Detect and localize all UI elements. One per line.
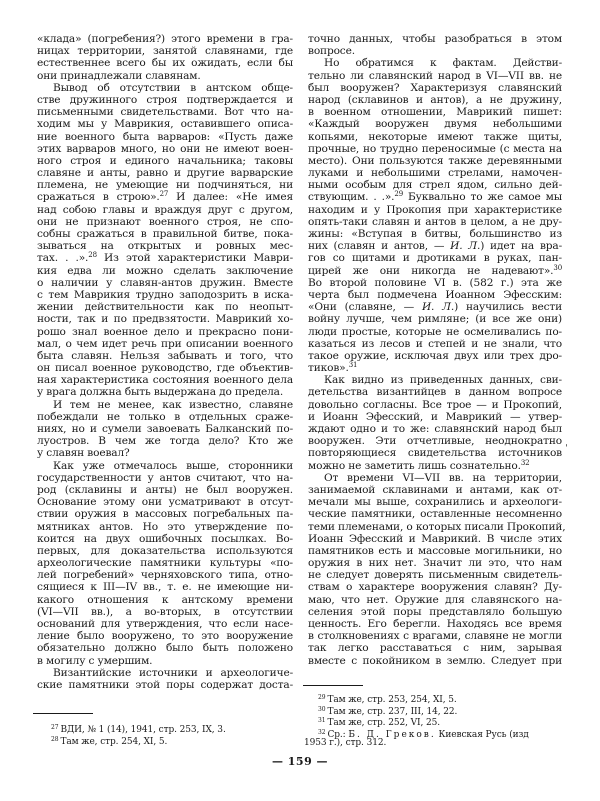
text-line: в военном отношении, Маврикий пишет: bbox=[308, 106, 562, 119]
text-line: зываться на открытых и ровных мес- bbox=[37, 240, 293, 253]
text-line: памятников есть и массовые могильники, но bbox=[308, 544, 562, 557]
text-line: теми племенами, о которых писали Прокопий, bbox=[308, 520, 566, 533]
text-line: этих варваров много, но они не имеют воен- bbox=[37, 142, 293, 155]
author-initials: И. Л. bbox=[421, 301, 455, 314]
text-fragment: ) идет на вра- bbox=[480, 240, 562, 253]
text-fragment: цирей же они никогда не надевают». bbox=[308, 264, 554, 277]
text-line bbox=[37, 191, 293, 203]
text-line: в могилу с умершим. bbox=[37, 654, 153, 667]
text-fragment: них (славян и антов, — bbox=[308, 240, 451, 253]
footnote-ref-31[interactable]: 31 bbox=[348, 361, 358, 370]
text-line: ческие памятники, оставленные несомненно bbox=[308, 508, 562, 521]
text-line: сящиеся к III—IV вв., т. е. не имеющие ни- bbox=[37, 581, 293, 594]
text-line: луками и небольшими стрелами, намочен- bbox=[308, 167, 562, 180]
text-fragment: можно не заметить лишь сознательно. bbox=[308, 459, 521, 472]
left-column bbox=[37, 33, 293, 691]
text-line: Иоанн Эфесский и Маврикий. В числе этих bbox=[308, 532, 562, 545]
text-line: И тем не менее, как известно, славяне bbox=[53, 398, 293, 411]
text-fragment: тах. . .». bbox=[37, 252, 89, 265]
text-line: народ (склавинов и антов), а не дружину, bbox=[308, 93, 562, 106]
text-line: «Каждый вооружен двумя небольшими bbox=[308, 118, 562, 131]
text-line: маю, что нет. Оружие для славянского на- bbox=[308, 593, 562, 606]
text-line bbox=[308, 265, 562, 277]
text-line: жины: «Вступая в битвы, большинство из bbox=[308, 228, 562, 240]
text-line: Византийские источники и археологиче- bbox=[53, 666, 293, 679]
footnote-29: $^{29}$ Там же, стр. 253, 254, XI, 5. bbox=[318, 694, 457, 705]
text-line: быта славян. Нельзя забывать и того, что bbox=[37, 349, 293, 362]
footnotes-left bbox=[37, 722, 226, 745]
text-line: так легко расставаться с ним, зарывая bbox=[308, 642, 562, 655]
text-line: письменными свидетельствами. Вот что на- bbox=[37, 106, 293, 119]
footnote-rule-left bbox=[33, 713, 93, 714]
text-line: ности, так и по предвзятости. Маврикий хо- bbox=[37, 313, 293, 326]
text-line: стве дружинного строя подтверждается и bbox=[37, 93, 293, 106]
text-fragment: сражаться в строю». bbox=[37, 191, 160, 204]
text-line: люди простые, которые не осмеливались по- bbox=[308, 325, 562, 338]
text-line bbox=[308, 460, 562, 472]
text-line: государственности у антов считают, что на- bbox=[37, 471, 293, 484]
footnote-ref-29[interactable]: 29 bbox=[394, 190, 403, 199]
text-line: славяне и анты, равно и другие варварские bbox=[37, 167, 293, 180]
text-line: оружия в них нет. Значит ли это, что нам bbox=[308, 557, 562, 570]
text-line: род (склавины и анты) не был вооружен. bbox=[37, 483, 293, 496]
text-line: лей погребений» черняховского типа, отно- bbox=[37, 569, 293, 582]
text-line: с тем Маврикия трудно заподозрить в иска- bbox=[37, 288, 293, 301]
footnote-rule-right bbox=[303, 685, 363, 686]
text-line: коится на двух ошибочных посылках. Во- bbox=[37, 532, 293, 545]
footnote-31: $^{31}$ Там же, стр. 252, VI, 25. bbox=[318, 717, 440, 728]
text-line: точно данных, чтобы разобраться в этом bbox=[308, 33, 562, 45]
text-fragment: Из этой характеристики Маври- bbox=[96, 252, 293, 265]
text-line: у славян воевал? bbox=[37, 447, 130, 460]
text-line: какого отношения к антскому времени bbox=[37, 593, 293, 606]
text-line: Основание этому они усматривают в отсут- bbox=[37, 496, 293, 509]
footnote-ref-28[interactable]: 28 bbox=[88, 251, 97, 260]
text-line: находим и у Прокопия при характеристике bbox=[308, 203, 562, 216]
text-line: Во второй половине VI в. (582 г.) эта же bbox=[308, 276, 562, 289]
page-number: — 159 — bbox=[271, 755, 329, 768]
text-line: ходим мы у Маврикия, оставившего описа- bbox=[37, 118, 293, 131]
author-initials: И. Л. bbox=[450, 240, 481, 253]
text-line: довольно согласны. Все трое — и Прокопий, bbox=[308, 398, 562, 411]
text-line: ниях, но и сумели завоевать Балканский по- bbox=[37, 423, 293, 435]
text-line: естественнее всего бы их ожидать, если бы bbox=[37, 57, 293, 70]
text-line: ная характеристика состояния военного дела bbox=[37, 374, 293, 387]
footnote-ref-32[interactable]: 32 bbox=[520, 458, 530, 467]
text-line: тельно ли славянский народ в VI—VII вв. не bbox=[308, 69, 562, 82]
text-line: (VI—VII вв.), а во-вторых, в отсутствии bbox=[37, 605, 293, 618]
text-line: собны сражаться в правильной битве, пока- bbox=[37, 228, 293, 240]
text-line: о наличии у славян-антов дружин. Вместе bbox=[37, 276, 293, 289]
text-line: ценность. Его берегли. Находясь все время bbox=[308, 618, 562, 630]
text-line: черта был подмечена Иоанном Эфесским: bbox=[308, 288, 562, 301]
footnote-32-continued: 1953 г.), стр. 312. bbox=[304, 738, 387, 748]
text-line: От времени VI—VII вв. на территории, bbox=[324, 471, 562, 484]
footnote-32: $^{32}$ Ср.: Б. Д. Греков. Киевская Русь (изд bbox=[318, 728, 529, 740]
text-line: был вооружен? Характеризуя славянский bbox=[308, 81, 562, 94]
text-fragment: тиков». bbox=[308, 362, 349, 375]
text-fragment: Буквально то же самое мы bbox=[403, 191, 562, 204]
text-line: луостров. В чем же тогда дело? Кто же bbox=[37, 435, 293, 448]
text-line: Но обратимся к фактам. Действи- bbox=[324, 57, 562, 70]
text-line bbox=[308, 240, 562, 252]
text-fragment: И далее: «Не имея bbox=[168, 191, 293, 204]
text-line: прочные, но трудно переносимые (с места на bbox=[308, 142, 562, 155]
text-line: вопросе. bbox=[308, 45, 355, 58]
text-line: он писал военное руководство, где объектив- bbox=[37, 362, 293, 375]
text-line: место). Они пользуются также деревянными bbox=[308, 154, 562, 167]
text-line: селения этой поры представляло большую bbox=[308, 605, 562, 618]
footnote-ref-30[interactable]: 30 bbox=[553, 263, 562, 272]
footnote-ref-27[interactable]: 27 bbox=[159, 190, 169, 199]
text-line: побеждали не только в отдельных сраже- bbox=[37, 410, 293, 423]
text-line: ного строя и единого начальника; таковы bbox=[37, 154, 293, 167]
text-line: оснований для утверждения, что если насе- bbox=[37, 618, 293, 630]
text-line: ление было вооружено, то это вооружение bbox=[37, 630, 293, 643]
text-line: жении действительности как по неопыт- bbox=[37, 301, 293, 314]
text-line: ствии оружия в массовых погребальных па- bbox=[37, 508, 293, 521]
text-line: археологические памятники культуры «по- bbox=[37, 557, 293, 570]
text-line: занимаемой склавинами и антами, как от- bbox=[308, 483, 562, 496]
text-line bbox=[308, 301, 562, 313]
text-line: детельства византийцев в данном вопросе bbox=[308, 386, 562, 399]
text-line: и Иоанн Эфесский, и Маврикий — утвер- bbox=[308, 410, 562, 423]
text-fragment: ствующим. . .». bbox=[308, 191, 395, 204]
text-line: ские памятники этой поры содержат доста- bbox=[37, 678, 293, 691]
text-fragment: «Они (славяне, — bbox=[308, 301, 422, 314]
text-line: в столкновениях с врагами, славяне не могли bbox=[308, 630, 562, 643]
text-line: гов со щитами и дротиками в руках, пан- bbox=[308, 252, 562, 265]
text-line: опять-таки славян и антов в целом, а не дру- bbox=[308, 215, 562, 228]
text-line: такое оружие, исключая двух или трех дро- bbox=[308, 349, 562, 362]
text-line: Как уже отмечалось выше, сторонники bbox=[53, 459, 293, 472]
text-line: мечали мы выше, сохранились и археологи- bbox=[308, 496, 562, 509]
footnote-30: $^{30}$ Там же, стр. 237, III, 14, 22. bbox=[318, 705, 458, 717]
right-column bbox=[308, 33, 566, 667]
footnotes-right bbox=[304, 692, 529, 750]
text-line: Как видно из приведенных данных, сви- bbox=[324, 374, 562, 387]
text-line: вооружен. Эти отчетливые, неоднократно bbox=[308, 435, 562, 448]
text-line bbox=[37, 252, 293, 264]
text-line: первых, для доказательства используются bbox=[37, 544, 293, 557]
text-line: рошо знал военное дело и прекрасно пони- bbox=[37, 325, 293, 338]
text-line: ными особым для стрел ядом, сильно дей- bbox=[308, 179, 562, 192]
text-line bbox=[308, 191, 562, 203]
footnote-28: $^{28}$ Там же, стр. 254, XI, 5. bbox=[51, 735, 168, 747]
footnote-27: $^{27}$ ВДИ, № 1 (14), 1941, стр. 253, IX, 3. bbox=[51, 724, 226, 735]
text-line: ние военного быта варваров: «Пусть даже bbox=[37, 130, 293, 143]
text-line: они принадлежали славянам. bbox=[37, 69, 201, 82]
text-line: не следует доверять письменным свидетель- bbox=[308, 569, 562, 582]
text-line: копьями, некоторые имеют также щиты, bbox=[308, 130, 562, 143]
text-line: войну лучше, чем римляне; (и все же они) bbox=[308, 313, 562, 326]
text-line: ждают одно и то же: славянский народ был bbox=[308, 423, 562, 435]
margin-mark: ˌ bbox=[565, 437, 568, 448]
cited-author: Б. Д. Греков. bbox=[348, 729, 436, 740]
text-line: над собою главы и враждуя друг с другом, bbox=[37, 203, 293, 216]
text-line: ницах территории, занятой славянами, где bbox=[37, 45, 293, 58]
text-line: мятниках антов. Но это утверждение по- bbox=[37, 520, 293, 533]
text-line: повторяющиеся свидетельства источников bbox=[308, 447, 562, 460]
text-line: обязательно должно было быть положено bbox=[37, 642, 293, 655]
text-line: кия едва ли можно сделать заключение bbox=[37, 264, 293, 277]
text-line: у врага должна быть выдержана до предела. bbox=[37, 386, 284, 399]
text-line: казаться из лесов и степей и не знали, что bbox=[308, 337, 562, 350]
text-line: мал, о чем идет речь при описании военного bbox=[37, 337, 293, 350]
text-line: ствам о характере вооружения славян? Ду- bbox=[308, 581, 562, 594]
text-line: «клада» (погребения?) этого времени в гра- bbox=[37, 33, 293, 45]
text-line bbox=[308, 362, 562, 374]
text-line: они не признают военного строя, не спо- bbox=[37, 215, 293, 228]
text-fragment: ) научились вести bbox=[454, 301, 562, 314]
text-line: вместе с покойником в землю. Следует при bbox=[308, 654, 562, 667]
text-line: племена, не умеющие ни подчиняться, ни bbox=[37, 179, 293, 192]
text-line: Вывод об отсутствии в антском обще- bbox=[53, 81, 293, 94]
